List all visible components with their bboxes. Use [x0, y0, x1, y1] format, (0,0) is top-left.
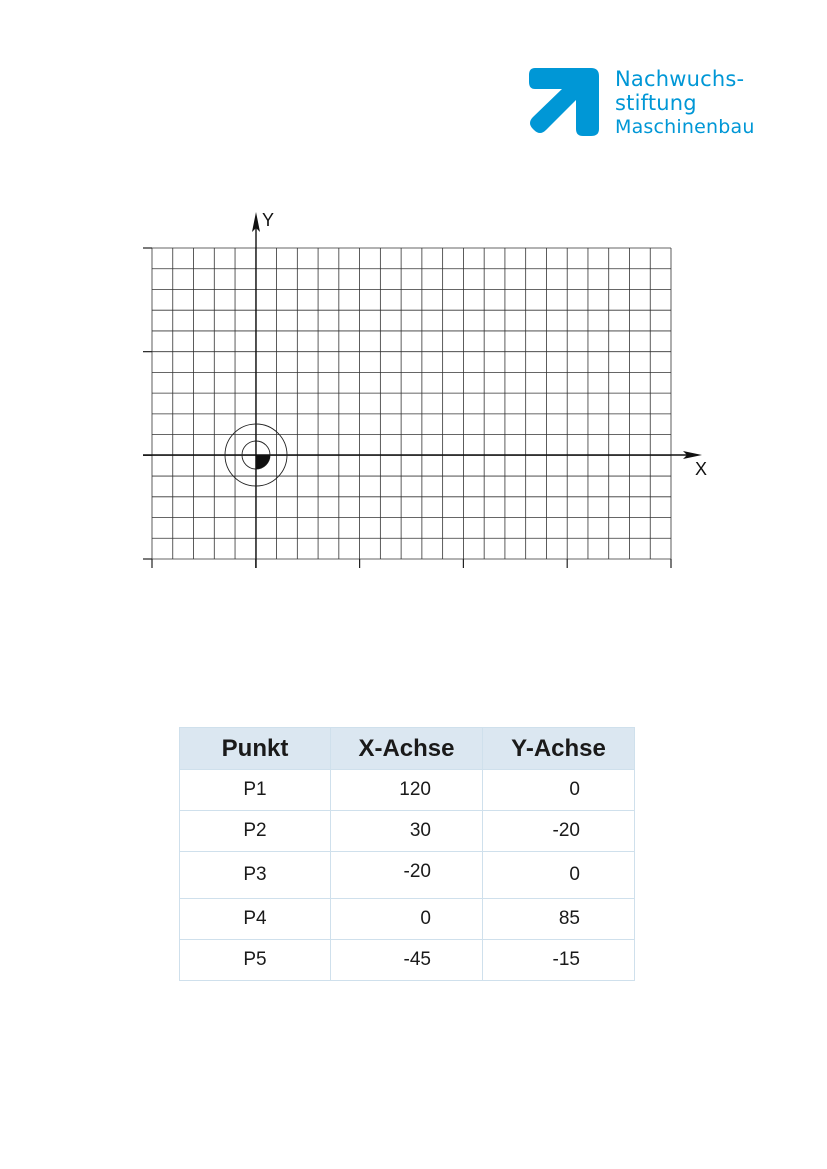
y-axis-label: Y [262, 210, 275, 230]
table-row [180, 852, 635, 899]
cell-punkt: P5 [180, 940, 331, 981]
header-y-achse: Y-Achse [483, 728, 635, 770]
logo-line-2: stiftung [615, 91, 697, 115]
header-x-achse: X-Achse [331, 728, 483, 770]
table-row [180, 770, 635, 811]
header-punkt: Punkt [180, 728, 331, 770]
coordinate-table [179, 727, 635, 981]
cell-punkt: P3 [180, 852, 331, 899]
table-header-row [180, 728, 635, 770]
table-row [180, 811, 635, 852]
arrow-logo-icon [529, 67, 601, 137]
cell-y: 85 [483, 899, 635, 940]
table-row [180, 899, 635, 940]
cell-x: -20 [331, 852, 483, 899]
cell-x: 120 [331, 770, 483, 811]
cell-y: 0 [483, 852, 635, 899]
coordinate-grid [0, 200, 827, 590]
cell-y: -20 [483, 811, 635, 852]
logo-line-3: Maschinenbau [615, 116, 755, 138]
nachwuchsstiftung-logo [529, 67, 769, 139]
cell-x: 0 [331, 899, 483, 940]
cell-punkt: P4 [180, 899, 331, 940]
cell-punkt: P2 [180, 811, 331, 852]
coordinate-grid-diagram [0, 200, 827, 590]
x-axis-label: X [695, 459, 708, 479]
table-row [180, 940, 635, 981]
cell-punkt: P1 [180, 770, 331, 811]
cell-x: 30 [331, 811, 483, 852]
cell-x: -45 [331, 940, 483, 981]
cell-y: 0 [483, 770, 635, 811]
cell-y: -15 [483, 940, 635, 981]
logo-line-1: Nachwuchs- [615, 67, 745, 91]
